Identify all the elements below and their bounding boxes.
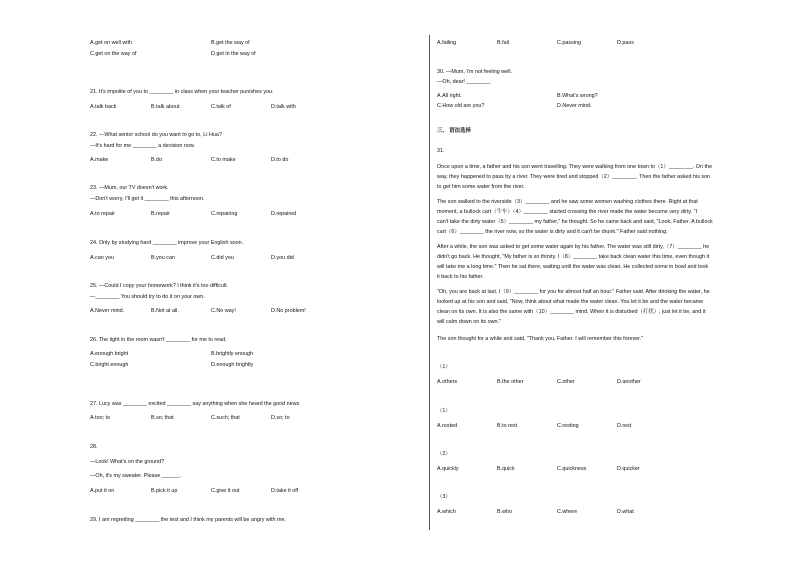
question-23-stem: 23. —Mum, our TV doesn't work. xyxy=(90,185,169,191)
question-26-stem: 26. The light in the room wasn't ________ for me to read. xyxy=(90,337,227,343)
option: D.you did xyxy=(271,255,294,261)
option: C.talk of xyxy=(211,104,231,110)
option: B.to rest xyxy=(497,423,518,429)
option: C.How old are you? xyxy=(437,103,485,109)
column-divider xyxy=(429,35,430,530)
question-22-stem: —It's hard for me ________ a decision now. xyxy=(90,143,196,149)
option: B.fail xyxy=(497,40,509,46)
option: D.another xyxy=(617,379,641,385)
option: A.rested xyxy=(437,423,458,429)
option: B.get the way of xyxy=(211,40,250,46)
option: C.where xyxy=(557,509,578,515)
option: C.did you xyxy=(211,255,234,261)
option: A.put it on xyxy=(90,488,115,494)
question-25-stem: 25. —Could I copy your homework? I think it's too difficult. xyxy=(90,283,229,289)
option: B.do xyxy=(151,157,163,163)
option: D.to do xyxy=(271,157,289,163)
passage-line: After a while, the son was asked to get some water again by his father. The water was still dirty,（7）________ he xyxy=(437,244,710,250)
question-30-stem: 30. —Mum, I'm not feeling well. xyxy=(437,69,513,75)
sub-question-number: （3） xyxy=(437,494,451,500)
question-30-stem: —Oh, dear! ________ xyxy=(437,79,491,85)
option: B.pick it up xyxy=(151,488,178,494)
option: B.Not at all. xyxy=(151,308,179,314)
question-24-stem: 24. Only by studying hard ________ improve your English soon. xyxy=(90,240,244,246)
option: A.enough bright xyxy=(90,351,129,357)
option: B.repair xyxy=(151,211,170,217)
sub-question-number: （2） xyxy=(437,451,451,457)
passage-line: looked up at his son and said, "Now, think about what made the water clean. You let it be and the water became xyxy=(437,299,704,305)
section-title: 三、 语法选择 xyxy=(437,128,471,134)
passage-line: will take me a long time." Then he sat there, waiting until the water was clean. He collected some in bowl and took xyxy=(437,264,709,270)
passage-line: it back to his father. xyxy=(437,274,484,280)
option: A.others xyxy=(437,379,458,385)
question-31-number: 31. xyxy=(437,148,445,154)
passage-line: will calm down on its own." xyxy=(437,319,501,325)
passage-line: cart（6）________ the river now, so the water is dirty and it can't be drunk." Father said nothing. xyxy=(437,229,668,235)
option: D.No problem! xyxy=(271,308,306,314)
option: C.repairing xyxy=(211,211,238,217)
option: C.passing xyxy=(557,40,581,46)
option: A.too; to xyxy=(90,415,111,421)
option: C.give it out xyxy=(211,488,240,494)
question-27-stem: 27. Lucy was ________ excited ________ say anything when she heard the good news. xyxy=(90,401,301,407)
option: D.talk with xyxy=(271,104,296,110)
question-29-stem: 29. I am regretting ________ the test and I think my parents will be angry with me. xyxy=(90,517,286,523)
option: D.quicker xyxy=(617,466,640,472)
question-22-stem: 22. —What senior school do you want to go to, Li Hua? xyxy=(90,132,222,138)
option: A.Never mind. xyxy=(90,308,125,314)
option: C.bright enough xyxy=(90,362,129,368)
option: D.take it off xyxy=(271,488,299,494)
sub-question-number: （1） xyxy=(437,364,451,370)
option: B.who xyxy=(497,509,512,515)
passage-line: moment, a bullock cart（牛车）（4）________ started crossing the river made the water become very dirty. "I xyxy=(437,209,698,215)
option: A.quickly xyxy=(437,466,459,472)
question-23-stem: —Don't worry, I'll get it ________ this afternoon. xyxy=(90,196,205,202)
option: C.resting xyxy=(557,423,579,429)
option: C.get on the way of xyxy=(90,51,137,57)
option: A.failing xyxy=(437,40,457,46)
passage-line: to get him some water from the river. xyxy=(437,184,525,190)
option: B.brightly enough xyxy=(211,351,253,357)
option: C.other xyxy=(557,379,575,385)
option: C.to make xyxy=(211,157,236,163)
option: B.the other xyxy=(497,379,524,385)
passage-line: didn't go back. He thought, "My father is so thirsty. I（8）________ take back clean water this time, even though it xyxy=(437,254,710,260)
option: D.Never mind. xyxy=(557,103,592,109)
passage-line: The son walked to the riverside（3）________ and he saw some women washing clothes there. Right at that xyxy=(437,199,698,205)
passage-line: The son thought for a while and said, "Thank you, Father. I will remember this forever." xyxy=(437,336,644,342)
option: A.talk back xyxy=(90,104,117,110)
passage-line: way, they happened to pass by a river. They were tired and stopped（2）________. Then the father asked his son xyxy=(437,174,711,180)
option: D.rest xyxy=(617,423,632,429)
option: B.you can xyxy=(151,255,175,261)
option: C.quickness xyxy=(557,466,587,472)
option: A.make xyxy=(90,157,109,163)
passage-line: Once upon a time, a father and his son went travelling. They were walking from one town to（1）________. On the xyxy=(437,164,712,170)
passage-line: clean on its own. It is also the same with（10）________ mind. When it is disturbed（打扰）, just let it be, and it xyxy=(437,309,706,315)
option: B.talk about xyxy=(151,104,180,110)
question-21-stem: 21. It's impolite of you to ________ in class when your teacher punishes you. xyxy=(90,89,274,95)
option: C.such; that xyxy=(211,415,240,421)
question-28-stem: —Oh, it's my sweater. Please ______. xyxy=(90,473,182,479)
option: A.can you xyxy=(90,255,114,261)
question-28-number: 28. xyxy=(90,444,98,450)
option: B.quick xyxy=(497,466,515,472)
option: D.get in the way of xyxy=(211,51,256,57)
option: C.No way! xyxy=(211,308,236,314)
option: B.What's wrong? xyxy=(557,93,598,99)
option: B.so; that xyxy=(151,415,174,421)
passage-line: "Oh, you are back at last. I（9）________ for you for almost half an hour." Father said. After drinking the water, he xyxy=(437,289,710,295)
option: D.so; to xyxy=(271,415,290,421)
question-25-stem: —________ You should try to do it on your own. xyxy=(90,294,205,300)
question-28-stem: —Look! What's on the ground? xyxy=(90,459,165,465)
option: D.what xyxy=(617,509,634,515)
option: A.which xyxy=(437,509,456,515)
option: D.pass xyxy=(617,40,634,46)
option: A.get on well with xyxy=(90,40,132,46)
sub-question-number: （1） xyxy=(437,408,451,414)
option: A.All right. xyxy=(437,93,462,99)
passage-line: can't take the dirty water（5）________ my father," he thought. So he came back and said, "Look, Father. A bullock xyxy=(437,219,713,225)
option: D.enough brightly xyxy=(211,362,254,368)
option: D.repaired xyxy=(271,211,297,217)
option: A.to repair xyxy=(90,211,115,217)
